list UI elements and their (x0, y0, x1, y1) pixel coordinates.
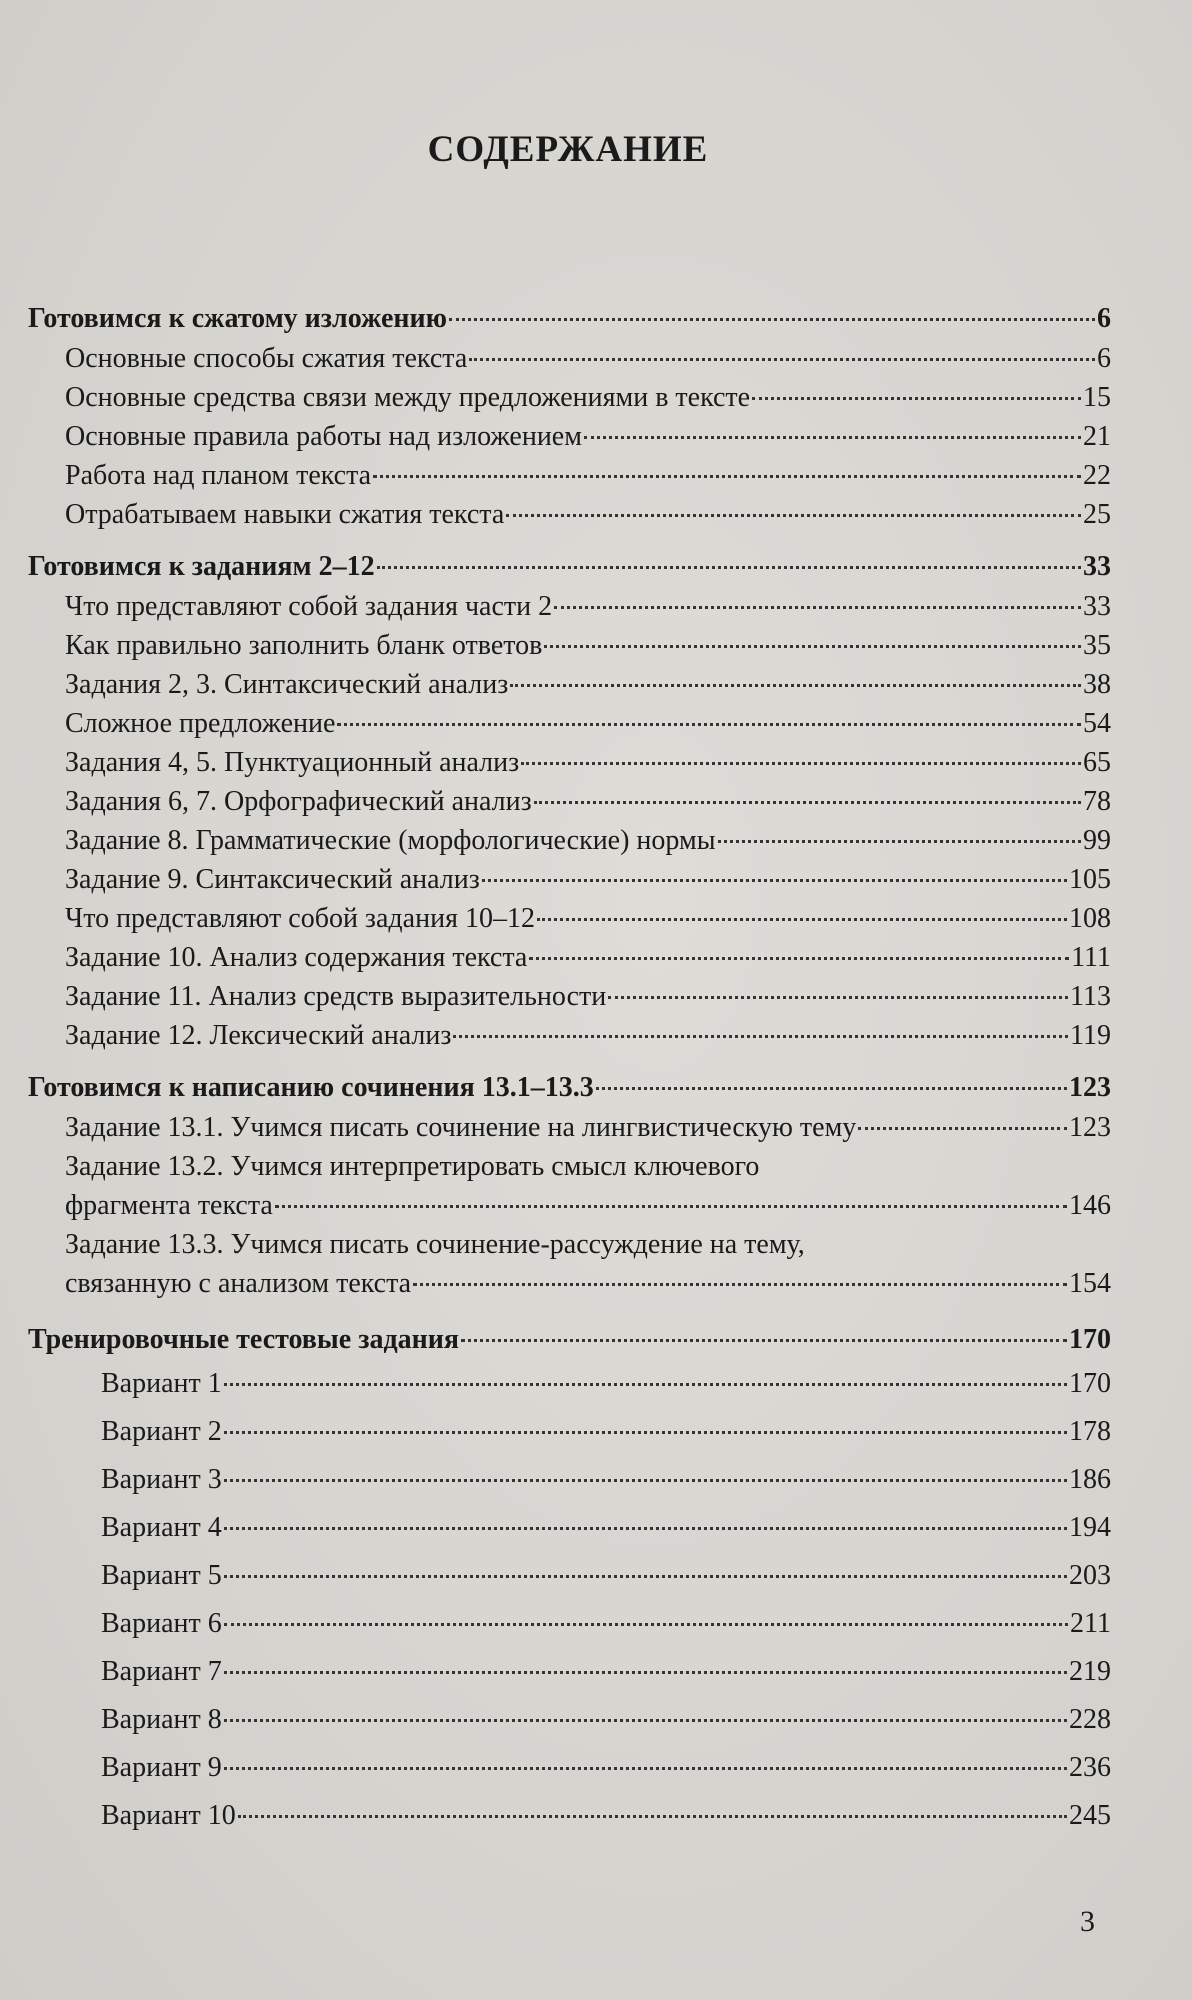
toc-variant[interactable] (28, 1792, 1111, 1840)
toc-item-label: Задание 8. Грамматические (морфологические) нормы (65, 825, 716, 856)
toc-page-number: 54 (1083, 708, 1111, 739)
toc-item[interactable] (28, 1264, 1111, 1303)
dot-leader (413, 1283, 1067, 1286)
toc-item[interactable] (28, 1186, 1111, 1225)
toc-item[interactable] (28, 977, 1111, 1016)
toc-page-number: 203 (1069, 1560, 1111, 1591)
dot-leader (238, 1815, 1067, 1818)
toc-item-label: Основные средства связи между предложениями в тексте (65, 382, 751, 413)
toc-item-label: Задания 4, 5. Пунктуационный анализ (65, 747, 520, 778)
toc-item-label: Вариант 4 (101, 1512, 222, 1543)
toc-item-label: Вариант 5 (101, 1560, 222, 1591)
dot-leader (529, 957, 1069, 960)
toc-item[interactable] (28, 339, 1111, 378)
toc-item[interactable] (28, 378, 1111, 417)
toc-page-number: 99 (1083, 825, 1111, 856)
dot-leader (224, 1479, 1067, 1482)
dot-leader (534, 801, 1081, 804)
toc-variant[interactable] (28, 1504, 1111, 1552)
toc-page-number: 6 (1097, 303, 1111, 334)
toc-page-number: 123 (1069, 1072, 1111, 1103)
toc-item-label: Вариант 1 (101, 1368, 222, 1399)
dot-leader (506, 514, 1081, 517)
dot-leader (544, 645, 1081, 648)
toc-variant[interactable] (28, 1696, 1111, 1744)
dot-leader (521, 762, 1081, 765)
dot-leader (224, 1671, 1067, 1674)
toc-item-label: Вариант 3 (101, 1464, 222, 1495)
toc-item-label: Вариант 9 (101, 1752, 222, 1783)
toc-page-number: 236 (1069, 1752, 1111, 1783)
toc-page-number: 228 (1069, 1704, 1111, 1735)
toc-item-label: Задание 9. Синтаксический анализ (65, 864, 480, 895)
toc-item-label: Работа над планом текста (65, 460, 372, 491)
toc-section-title: Готовимся к заданиям 2–12 (28, 551, 375, 582)
toc-section[interactable] (28, 546, 1111, 587)
toc-item-label: связанную с анализом текста (65, 1268, 412, 1299)
toc-page-number: 111 (1071, 942, 1111, 973)
toc-section-title: Готовимся к сжатому изложению (28, 303, 448, 334)
toc-section[interactable] (28, 1067, 1111, 1108)
dot-leader (461, 1339, 1067, 1342)
toc-page-number: 78 (1083, 786, 1111, 817)
toc-item[interactable] (28, 860, 1111, 899)
dot-leader (275, 1205, 1067, 1208)
dot-leader (608, 996, 1068, 999)
toc-item-label: Основные способы сжатия текста (65, 343, 468, 374)
toc-item-label: Сложное предложение (65, 708, 336, 739)
dot-leader (858, 1127, 1067, 1130)
toc-item-label: Вариант 8 (101, 1704, 222, 1735)
toc-item-label: Что представляют собой задания 10–12 (65, 903, 535, 934)
toc-page-number: 33 (1083, 591, 1111, 622)
toc-variant[interactable] (28, 1552, 1111, 1600)
dot-leader (224, 1767, 1067, 1770)
toc-section-title: Готовимся к написанию сочинения 13.1–13.3 (28, 1072, 594, 1103)
dot-leader (224, 1719, 1067, 1722)
dot-leader (337, 723, 1081, 726)
dot-leader (537, 918, 1067, 921)
toc-item-label: Вариант 10 (101, 1800, 236, 1831)
toc-page-number: 123 (1069, 1112, 1111, 1143)
toc-page-number: 211 (1070, 1608, 1111, 1639)
toc-item-label: Вариант 7 (101, 1656, 222, 1687)
toc-page-number: 38 (1083, 669, 1111, 700)
toc-section[interactable] (28, 298, 1111, 339)
toc-item[interactable] (28, 1016, 1111, 1055)
toc-page-number: 178 (1069, 1416, 1111, 1447)
toc-item[interactable] (28, 587, 1111, 626)
toc-item-label: Основные правила работы над изложением (65, 421, 582, 452)
dot-leader (554, 606, 1081, 609)
toc-item-label: Отрабатываем навыки сжатия текста (65, 499, 505, 530)
toc-page-number: 15 (1083, 382, 1111, 413)
dot-leader (449, 318, 1095, 321)
dot-leader (510, 684, 1081, 687)
dot-leader (718, 840, 1081, 843)
toc-item[interactable] (28, 938, 1111, 977)
toc-variant[interactable] (28, 1600, 1111, 1648)
toc-item[interactable] (28, 1108, 1111, 1147)
toc-variant[interactable] (28, 1456, 1111, 1504)
dot-leader (224, 1431, 1067, 1434)
toc-item[interactable] (28, 821, 1111, 860)
dot-leader (596, 1087, 1067, 1090)
dot-leader (224, 1575, 1067, 1578)
toc-item[interactable] (28, 495, 1111, 534)
toc-item[interactable] (28, 743, 1111, 782)
toc-item-label: Вариант 2 (101, 1416, 222, 1447)
toc-variant[interactable] (28, 1648, 1111, 1696)
toc-page-number: 35 (1083, 630, 1111, 661)
dot-leader (752, 397, 1081, 400)
toc-page-number: 186 (1069, 1464, 1111, 1495)
dot-leader (584, 436, 1081, 439)
toc-item-label: фрагмента текста (65, 1190, 273, 1221)
dot-leader (224, 1383, 1067, 1386)
toc-item[interactable] (28, 704, 1111, 743)
toc-page-number: 33 (1083, 551, 1111, 582)
toc-page-number: 21 (1083, 421, 1111, 452)
dot-leader (482, 879, 1067, 882)
toc-item-first-line: Задание 13.3. Учимся писать сочинение-рассуждение на тему, (65, 1229, 805, 1260)
toc-item-first-line: Задание 13.2. Учимся интерпретировать смысл ключевого (65, 1151, 760, 1182)
toc-page-number: 245 (1069, 1800, 1111, 1831)
toc-item[interactable] (28, 782, 1111, 821)
toc-item-label: Что представляют собой задания части 2 (65, 591, 553, 622)
dot-leader (453, 1035, 1068, 1038)
page-number: 3 (1080, 1905, 1095, 1938)
toc-variant[interactable] (28, 1360, 1111, 1408)
toc-page-number: 194 (1069, 1512, 1111, 1543)
toc-page-number: 170 (1069, 1324, 1111, 1355)
toc-item-label: Задания 6, 7. Орфографический анализ (65, 786, 532, 817)
toc-page-number: 170 (1069, 1368, 1111, 1399)
toc-item[interactable] (28, 899, 1111, 938)
toc-item[interactable] (28, 665, 1111, 704)
toc-item-label: Задание 12. Лексический анализ (65, 1020, 452, 1051)
toc-section-title: Тренировочные тестовые задания (28, 1324, 460, 1355)
toc-item[interactable] (28, 417, 1111, 456)
toc-item-label: Как правильно заполнить бланк ответов (65, 630, 543, 661)
toc-page-number: 65 (1083, 747, 1111, 778)
toc-page-number: 25 (1083, 499, 1111, 530)
toc-page-number: 113 (1070, 981, 1111, 1012)
toc-item-label: Вариант 6 (101, 1608, 222, 1639)
toc-page-number: 154 (1069, 1268, 1111, 1299)
toc-item[interactable] (28, 456, 1111, 495)
dot-leader (469, 358, 1095, 361)
toc-page-number: 119 (1070, 1020, 1111, 1051)
toc-item-label: Задание 13.1. Учимся писать сочинение на лингвистическую тему (65, 1112, 857, 1143)
dot-leader (377, 566, 1081, 569)
page-title: СОДЕРЖАНИЕ (427, 129, 709, 170)
toc-page-number: 108 (1069, 903, 1111, 934)
toc-page-number: 6 (1097, 343, 1111, 374)
toc-page-number: 146 (1069, 1190, 1111, 1221)
toc-section[interactable] (28, 1319, 1111, 1360)
dot-leader (373, 475, 1081, 478)
toc-item-label: Задание 10. Анализ содержания текста (65, 942, 528, 973)
toc-item[interactable] (28, 626, 1111, 665)
toc-item-label: Задание 11. Анализ средств выразительности (65, 981, 607, 1012)
toc-page-number: 219 (1069, 1656, 1111, 1687)
dot-leader (224, 1527, 1067, 1530)
toc-page-number: 22 (1083, 460, 1111, 491)
table-of-contents (28, 298, 1111, 1840)
toc-variant[interactable] (28, 1408, 1111, 1456)
toc-item-label: Задания 2, 3. Синтаксический анализ (65, 669, 509, 700)
toc-page-number: 105 (1069, 864, 1111, 895)
toc-variant[interactable] (28, 1744, 1111, 1792)
dot-leader (224, 1623, 1068, 1626)
